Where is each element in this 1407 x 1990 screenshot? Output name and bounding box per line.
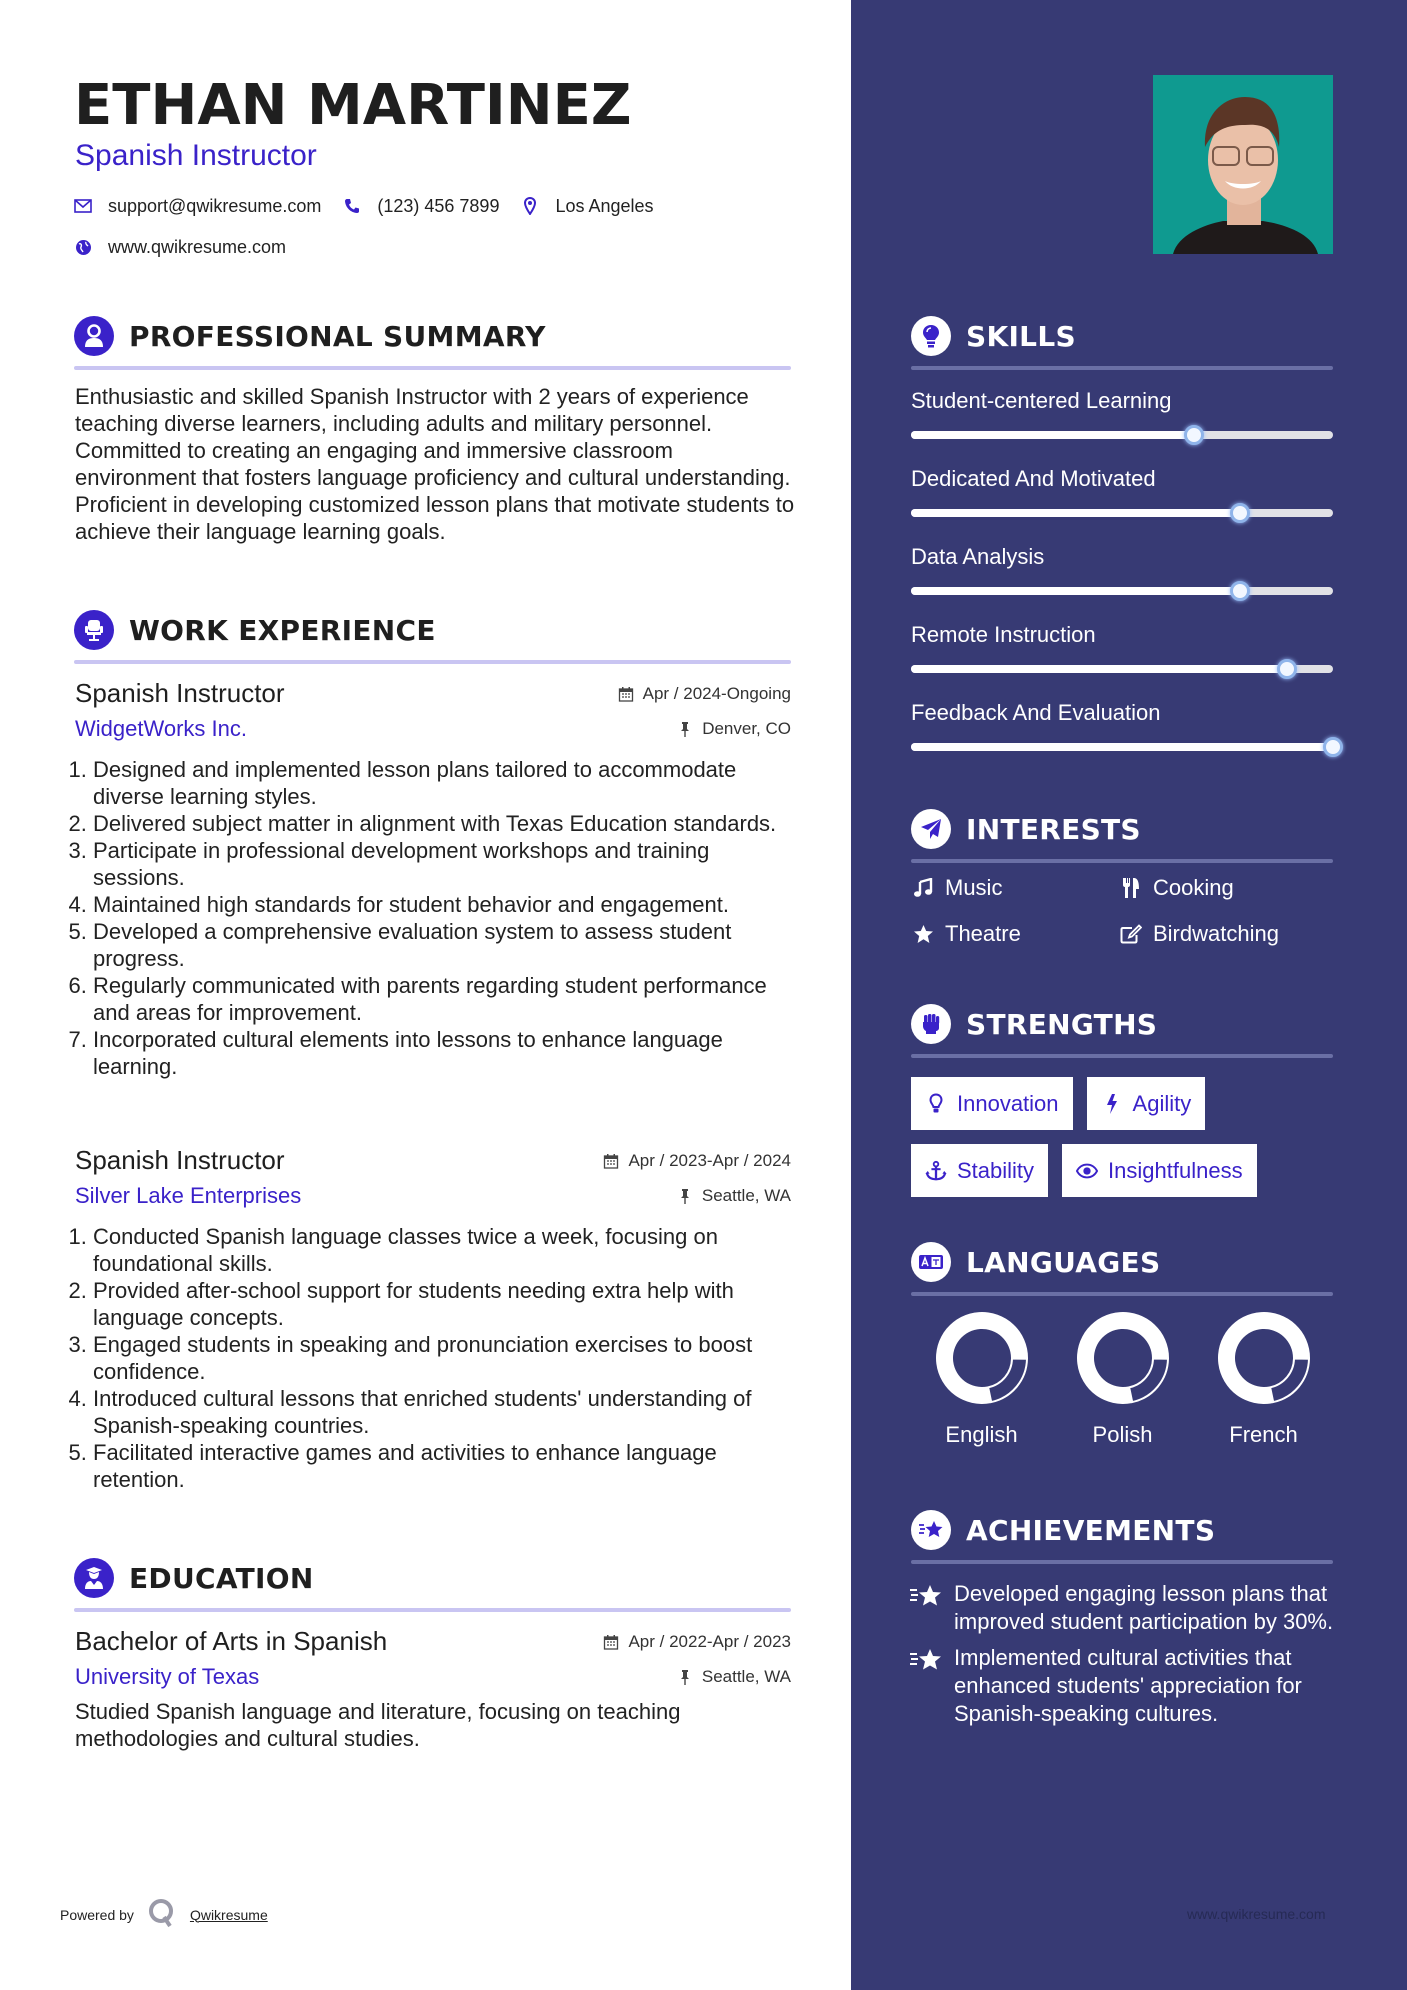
language-label: English — [945, 1422, 1018, 1447]
interests-title: INTERESTS — [966, 812, 1141, 846]
language-label: Polish — [1092, 1422, 1153, 1447]
languages-title: LANGUAGES — [966, 1245, 1161, 1279]
duty-item: 6. Regularly communicated with parents regarding student performance and areas for improvement. — [93, 972, 791, 1026]
calendar-icon — [603, 1634, 619, 1650]
footer-website[interactable]: www.qwikresume.com — [1187, 1906, 1326, 1922]
interest-item — [911, 873, 1119, 903]
job-entry — [75, 678, 791, 1080]
shooting-star-icon — [909, 1582, 943, 1610]
email-text: support@qwikresume.com — [108, 195, 322, 216]
section-divider — [74, 366, 791, 370]
achievement-item — [909, 1580, 1339, 1636]
bolt-icon — [1101, 1093, 1123, 1115]
skill-label: Student-centered Learning — [911, 388, 1172, 413]
interests-section-header — [911, 809, 1333, 863]
language-item — [1052, 1310, 1193, 1448]
job-dates: Apr / 2024-Ongoing — [642, 684, 791, 703]
summary-text: Enthusiastic and skilled Spanish Instructor with 2 years of experience teaching diverse learners, including adults and military personnel. Committed to creating an engaging and immersive classroom environment that fosters language proficiency and cultural understanding. Proficient in developing customized lesson plans that motivate students to achieve their language learning goals. — [75, 384, 795, 544]
contact-location — [521, 196, 653, 217]
education-section-header — [74, 1558, 791, 1612]
experience-section-header — [74, 610, 791, 664]
achievements-list — [909, 1580, 1339, 1736]
user-icon — [74, 316, 114, 356]
globe-icon — [74, 238, 92, 256]
interest-label: Theatre — [945, 921, 1021, 946]
achievement-item — [909, 1644, 1339, 1728]
powered-by-text: Powered by — [60, 1906, 134, 1923]
duty-item: 2. Provided after-school support for students needing extra help with language concepts. — [93, 1277, 791, 1331]
languages-list — [911, 1310, 1341, 1448]
skills-title: SKILLS — [966, 319, 1076, 353]
education-location: Seattle, WA — [701, 1667, 791, 1686]
language-label: French — [1229, 1422, 1298, 1447]
job-location: Seattle, WA — [701, 1186, 791, 1205]
lightbulb-icon — [911, 316, 951, 356]
skill-label: Remote Instruction — [911, 622, 1096, 647]
section-divider — [911, 1560, 1333, 1564]
map-pin-icon — [521, 197, 539, 215]
duty-item: 7. Incorporated cultural elements into lessons to enhance language learning. — [93, 1026, 791, 1080]
section-divider — [74, 1608, 791, 1612]
job-company: WidgetWorks Inc. — [75, 716, 247, 741]
job-title: Spanish Instructor — [75, 1145, 285, 1175]
strength-chip — [911, 1077, 1073, 1130]
strengths-section-header — [911, 1004, 1333, 1058]
skill-fill — [911, 587, 1240, 595]
qwikresume-logo-icon — [148, 1898, 176, 1931]
strengths-list — [911, 1077, 1333, 1197]
strength-chip — [1087, 1077, 1206, 1130]
duty-item: 4. Maintained high standards for student behavior and engagement. — [93, 891, 791, 918]
skills-section-header — [911, 316, 1333, 370]
pushpin-icon — [677, 1188, 693, 1204]
language-donut-gap — [988, 1359, 1027, 1403]
skill-knob[interactable] — [1184, 425, 1204, 445]
degree-title: Bachelor of Arts in Spanish — [75, 1626, 388, 1656]
skill-slider[interactable] — [911, 587, 1333, 595]
section-divider — [911, 366, 1333, 370]
fist-icon — [911, 1004, 951, 1044]
job-duties — [75, 756, 791, 1080]
eye-icon — [1076, 1160, 1098, 1182]
summary-section-header — [74, 316, 791, 370]
job-duties — [75, 1223, 791, 1493]
language-donut — [1216, 1310, 1312, 1406]
interest-item — [911, 919, 1119, 949]
skill-item — [911, 464, 1351, 517]
calendar-icon — [603, 1153, 619, 1169]
skill-fill — [911, 509, 1240, 517]
skill-item — [911, 698, 1351, 751]
education-dates: Apr / 2022-Apr / 2023 — [628, 1632, 791, 1651]
contact-phone[interactable] — [343, 196, 499, 217]
pushpin-icon — [677, 1669, 693, 1685]
strength-label: Stability — [957, 1157, 1035, 1183]
strength-label: Agility — [1132, 1090, 1192, 1116]
education-entry — [75, 1626, 791, 1752]
languages-section-header — [911, 1242, 1333, 1296]
section-divider — [74, 660, 791, 664]
calendar-icon — [618, 686, 634, 702]
skill-label: Dedicated And Motivated — [911, 466, 1156, 491]
chair-icon — [74, 610, 114, 650]
footer-powered-by — [60, 1898, 268, 1931]
language-donut-gap — [1270, 1359, 1309, 1403]
paper-plane-icon — [911, 809, 951, 849]
anchor-icon — [925, 1160, 947, 1182]
achievement-text: Developed engaging lesson plans that improved student participation by 30%. — [954, 1581, 1334, 1634]
education-description: Studied Spanish language and literature, focusing on teaching methodologies and cultural studies. — [75, 1699, 681, 1751]
job-location: Denver, CO — [702, 719, 791, 738]
duty-item: 3. Participate in professional development workshops and training sessions. — [93, 837, 791, 891]
contact-website[interactable] — [74, 237, 286, 258]
job-title: Spanish Instructor — [75, 678, 285, 708]
lightbulb-icon — [925, 1093, 947, 1115]
duty-item: 1. Conducted Spanish language classes twice a week, focusing on foundational skills. — [93, 1223, 791, 1277]
job-company: Silver Lake Enterprises — [75, 1183, 302, 1208]
interests-list — [911, 873, 1333, 949]
contact-info — [74, 192, 794, 274]
skill-slider[interactable] — [911, 665, 1333, 673]
skill-item — [911, 386, 1351, 439]
phone-icon — [343, 197, 361, 215]
skill-label: Feedback And Evaluation — [911, 700, 1161, 725]
location-text: Los Angeles — [555, 195, 654, 216]
edit-icon — [1119, 923, 1143, 945]
skill-fill — [911, 431, 1194, 439]
shooting-star-icon — [909, 1646, 943, 1674]
duty-item: 3. Engaged students in speaking and pronunciation exercises to boost confidence. — [93, 1331, 791, 1385]
strength-chip — [911, 1144, 1048, 1197]
skill-knob[interactable] — [1323, 737, 1343, 757]
skill-item — [911, 542, 1351, 595]
phone-text: (123) 456 7899 — [377, 195, 500, 216]
interest-label: Birdwatching — [1153, 921, 1279, 946]
duty-item: 1. Designed and implemented lesson plans tailored to accommodate diverse learning styles. — [93, 756, 791, 810]
pushpin-icon — [677, 721, 693, 737]
achievements-section-header — [911, 1510, 1333, 1564]
website-text: www.qwikresume.com — [108, 236, 287, 257]
skill-slider[interactable] — [911, 743, 1333, 751]
skill-knob[interactable] — [1277, 659, 1297, 679]
experience-title: WORK EXPERIENCE — [129, 613, 436, 647]
interest-label: Music — [945, 875, 1003, 900]
utensils-icon — [1119, 877, 1143, 899]
language-item — [911, 1310, 1052, 1448]
graduate-icon — [74, 1558, 114, 1598]
envelope-icon — [74, 197, 92, 215]
strength-label: Insightfulness — [1108, 1157, 1243, 1183]
strength-chip — [1062, 1144, 1257, 1197]
language-donut-gap — [1129, 1359, 1168, 1403]
job-dates: Apr / 2023-Apr / 2024 — [628, 1151, 791, 1170]
section-divider — [911, 1292, 1333, 1296]
duty-item: 5. Developed a comprehensive evaluation system to assess student progress. — [93, 918, 791, 972]
language-donut — [1075, 1310, 1171, 1406]
candidate-role: Spanish Instructor — [75, 139, 317, 172]
section-divider — [911, 859, 1333, 863]
skill-label: Data Analysis — [911, 544, 1045, 569]
skill-fill — [911, 743, 1333, 751]
achievement-text: Implemented cultural activities that enhanced students' appreciation for Spanish-speaking cultures. — [954, 1645, 1302, 1726]
strength-label: Innovation — [957, 1090, 1059, 1116]
school-name: University of Texas — [75, 1664, 260, 1689]
interest-label: Cooking — [1153, 875, 1234, 900]
skill-slider[interactable] — [911, 509, 1333, 517]
profile-photo — [1153, 75, 1333, 254]
translate-icon — [911, 1242, 951, 1282]
strengths-title: STRENGTHS — [966, 1007, 1158, 1041]
duty-item: 5. Facilitated interactive games and activities to enhance language retention. — [93, 1439, 791, 1493]
duty-item: 4. Introduced cultural lessons that enriched students' understanding of Spanish-speaking countries. — [93, 1385, 791, 1439]
music-icon — [911, 877, 935, 899]
summary-title: PROFESSIONAL SUMMARY — [129, 319, 546, 353]
job-entry — [75, 1145, 791, 1493]
section-divider — [911, 1054, 1333, 1058]
qwikresume-link[interactable]: Qwikresume — [189, 1906, 268, 1923]
education-title: EDUCATION — [129, 1561, 314, 1595]
interest-item — [1119, 919, 1333, 949]
achievements-title: ACHIEVEMENTS — [966, 1513, 1216, 1547]
contact-email[interactable] — [74, 196, 321, 217]
language-item — [1193, 1310, 1334, 1448]
candidate-name: ETHAN MARTINEZ — [74, 73, 632, 138]
duty-item: 2. Delivered subject matter in alignment with Texas Education standards. — [93, 810, 791, 837]
interest-item — [1119, 873, 1333, 903]
star-icon — [911, 923, 935, 945]
language-donut — [934, 1310, 1030, 1406]
skill-slider[interactable] — [911, 431, 1333, 439]
skill-fill — [911, 665, 1287, 673]
shooting-star-icon — [911, 1510, 951, 1550]
skill-item — [911, 620, 1351, 673]
